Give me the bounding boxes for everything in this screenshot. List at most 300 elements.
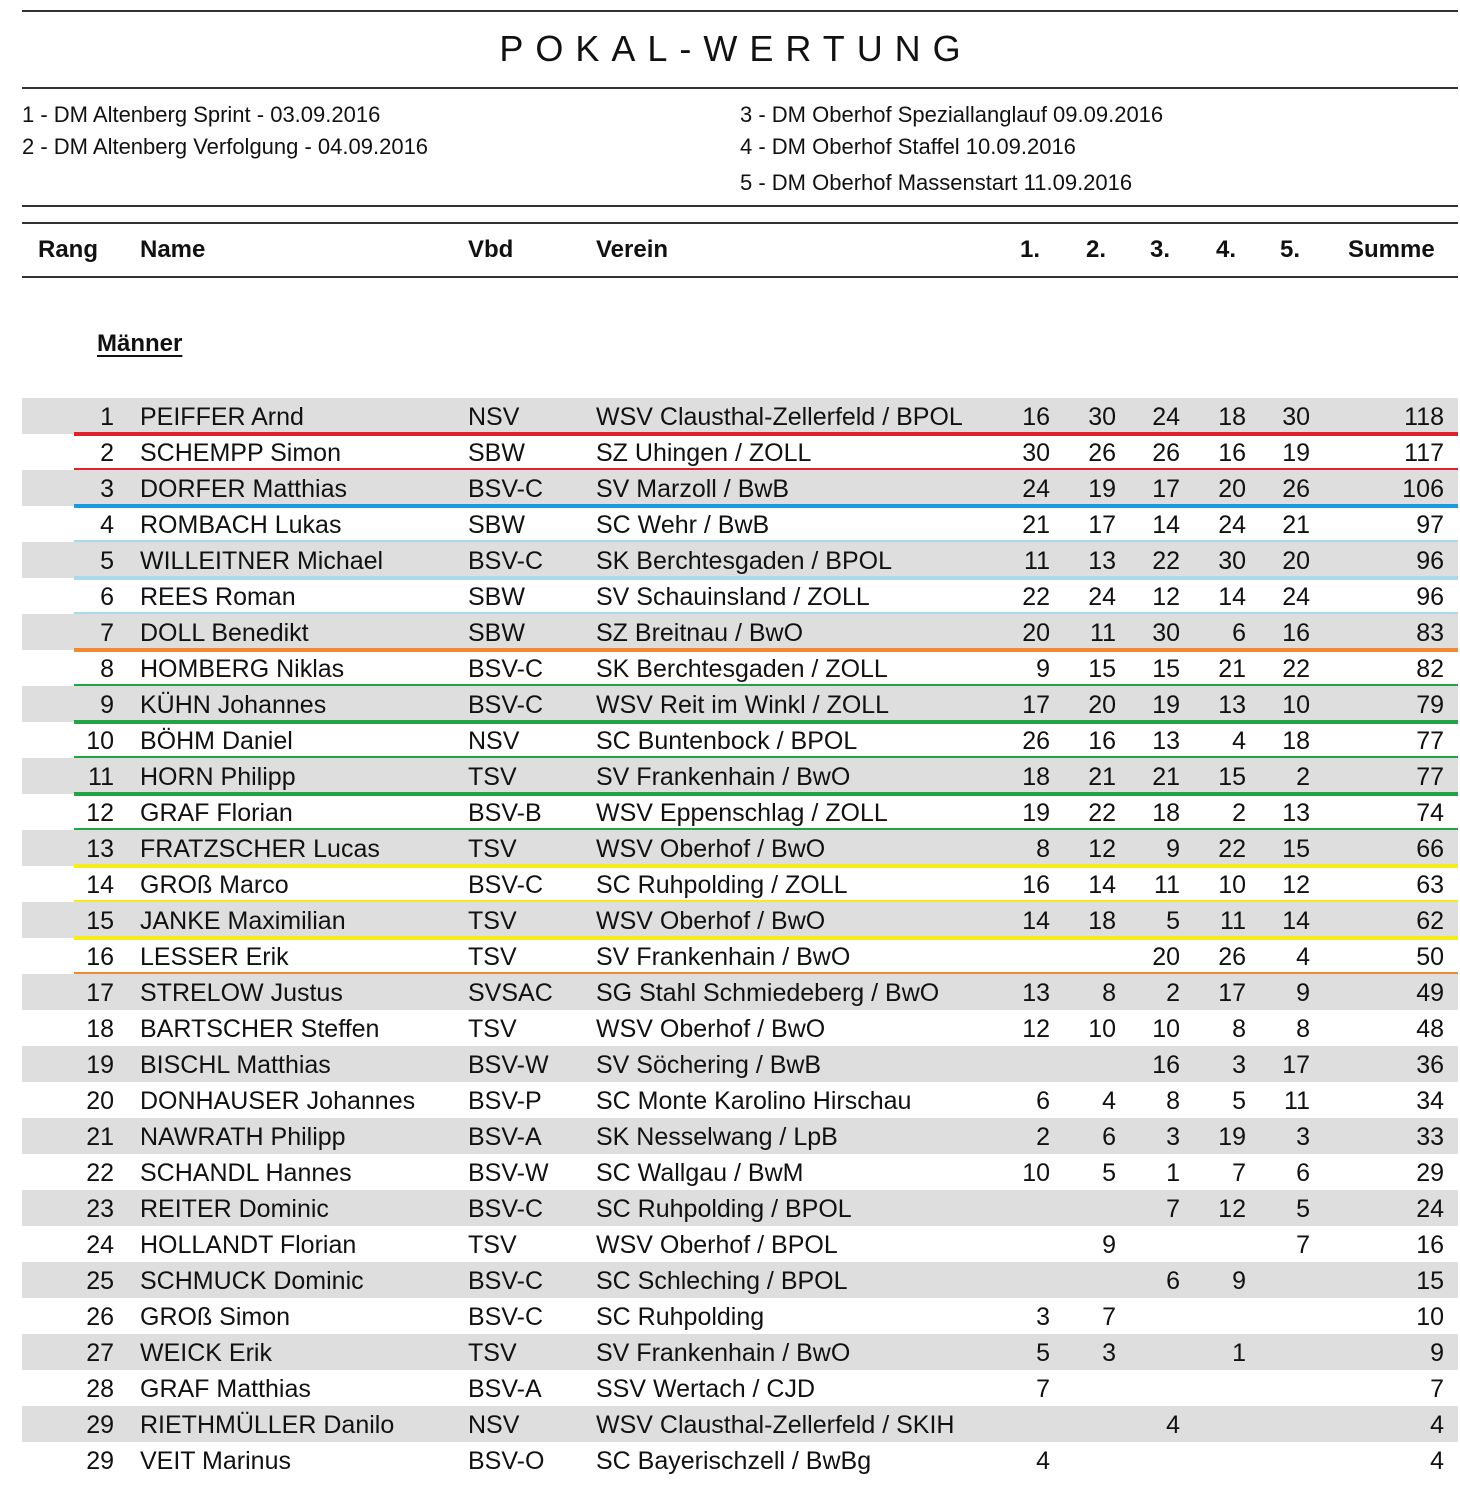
table-row — [22, 686, 1458, 722]
section-heading: Männer — [97, 330, 183, 357]
rank-cell: 4 — [100, 511, 114, 539]
vbd-cell: BSV-P — [468, 1087, 542, 1115]
score-1-cell: 8 — [1036, 835, 1050, 863]
summe-cell: 34 — [1416, 1087, 1444, 1115]
score-4-cell: 12 — [1218, 1195, 1246, 1223]
verein-cell: SC Schleching / BPOL — [596, 1267, 848, 1295]
table-row — [22, 1262, 1458, 1298]
rank-cell: 9 — [100, 691, 114, 719]
score-5-cell: 18 — [1282, 727, 1310, 755]
score-2-cell: 13 — [1088, 547, 1116, 575]
name-cell: SCHEMPP Simon — [140, 439, 341, 467]
score-4-cell: 10 — [1218, 871, 1246, 899]
score-4-cell: 21 — [1218, 655, 1246, 683]
top-rule — [22, 10, 1458, 12]
rank-cell: 28 — [86, 1375, 114, 1403]
table-row — [22, 758, 1458, 794]
score-3-cell: 7 — [1166, 1195, 1180, 1223]
table-row — [22, 506, 1458, 542]
verein-cell: SC Bayerischzell / BwBg — [596, 1447, 872, 1475]
table-row — [22, 1226, 1458, 1262]
score-1-cell: 24 — [1022, 475, 1050, 503]
rank-cell: 14 — [86, 871, 114, 899]
score-4-cell: 14 — [1218, 583, 1246, 611]
table-row — [22, 1334, 1458, 1370]
summe-cell: 7 — [1430, 1375, 1444, 1403]
name-cell: BÖHM Daniel — [140, 727, 293, 755]
name-cell: WEICK Erik — [140, 1339, 272, 1367]
score-5-cell: 11 — [1284, 1087, 1310, 1115]
summe-cell: 96 — [1416, 583, 1444, 611]
summe-cell: 9 — [1430, 1339, 1444, 1367]
summe-cell: 117 — [1404, 439, 1444, 467]
rank-cell: 21 — [86, 1123, 114, 1151]
score-1-cell: 20 — [1022, 619, 1050, 647]
verein-cell: SZ Breitnau / BwO — [596, 619, 804, 647]
rank-cell: 2 — [100, 439, 114, 467]
verein-cell: WSV Oberhof / BwO — [596, 907, 826, 935]
summe-cell: 82 — [1416, 655, 1444, 683]
table-row — [22, 722, 1458, 758]
event-2: 2 - DM Altenberg Verfolgung - 04.09.2016 — [22, 134, 429, 159]
table-row — [22, 434, 1458, 470]
col-header-name: Name — [140, 236, 206, 263]
score-3-cell: 2 — [1166, 979, 1180, 1007]
name-cell: PEIFFER Arnd — [140, 403, 304, 431]
name-cell: LESSER Erik — [140, 943, 289, 971]
score-4-cell: 2 — [1232, 799, 1246, 827]
table-row — [22, 1154, 1458, 1190]
table-row — [22, 830, 1458, 866]
score-1-cell: 2 — [1036, 1123, 1050, 1151]
score-4-cell: 22 — [1218, 835, 1246, 863]
rank-cell: 1 — [100, 403, 114, 431]
vbd-cell: BSV-C — [468, 547, 544, 575]
rank-cell: 10 — [86, 727, 114, 755]
table-row — [22, 902, 1458, 938]
score-4-cell: 16 — [1218, 439, 1246, 467]
title-rule — [22, 87, 1458, 89]
score-1-cell: 3 — [1036, 1303, 1050, 1331]
vbd-cell: BSV-O — [468, 1447, 545, 1475]
verein-cell: SG Stahl Schmiedeberg / BwO — [596, 979, 940, 1007]
rank-cell: 29 — [86, 1411, 114, 1439]
name-cell: NAWRATH Philipp — [140, 1123, 346, 1151]
score-2-cell: 14 — [1088, 871, 1116, 899]
rank-cell: 24 — [86, 1231, 114, 1259]
name-cell: WILLEITNER Michael — [140, 547, 384, 575]
vbd-cell: NSV — [468, 1411, 520, 1439]
score-3-cell: 12 — [1152, 583, 1180, 611]
score-2-cell: 11 — [1090, 619, 1116, 647]
score-1-cell: 5 — [1036, 1339, 1050, 1367]
table-row — [22, 614, 1458, 650]
score-1-cell: 7 — [1036, 1375, 1050, 1403]
score-5-cell: 22 — [1282, 655, 1310, 683]
vbd-cell: NSV — [468, 727, 520, 755]
results-table — [22, 398, 1458, 1478]
score-1-cell: 30 — [1022, 439, 1050, 467]
verein-cell: WSV Oberhof / BwO — [596, 1015, 826, 1043]
summe-cell: 83 — [1416, 619, 1444, 647]
name-cell: REES Roman — [140, 583, 296, 611]
score-5-cell: 17 — [1282, 1051, 1310, 1079]
score-3-cell: 18 — [1152, 799, 1180, 827]
table-row — [22, 866, 1458, 902]
verein-cell: SV Frankenhain / BwO — [596, 1339, 851, 1367]
col-header-5: 5. — [1280, 236, 1301, 263]
verein-cell: WSV Oberhof / BPOL — [596, 1231, 838, 1259]
summe-cell: 79 — [1416, 691, 1444, 719]
col-header-summe: Summe — [1348, 236, 1435, 263]
vbd-cell: TSV — [468, 943, 517, 971]
col-header-2: 2. — [1086, 236, 1107, 263]
table-row — [22, 938, 1458, 974]
vbd-cell: SBW — [468, 511, 525, 539]
table-row — [22, 1046, 1458, 1082]
summe-cell: 74 — [1416, 799, 1444, 827]
score-3-cell: 6 — [1166, 1267, 1180, 1295]
col-header-1: 1. — [1020, 236, 1041, 263]
table-row — [22, 1082, 1458, 1118]
score-2-cell: 15 — [1088, 655, 1116, 683]
rank-cell: 5 — [100, 547, 114, 575]
summe-cell: 63 — [1416, 871, 1444, 899]
summe-cell: 50 — [1416, 943, 1444, 971]
score-3-cell: 22 — [1152, 547, 1180, 575]
score-3-cell: 26 — [1152, 439, 1180, 467]
summe-cell: 36 — [1416, 1051, 1444, 1079]
score-2-cell: 22 — [1088, 799, 1116, 827]
rank-cell: 18 — [86, 1015, 114, 1043]
rank-cell: 27 — [86, 1339, 114, 1367]
score-3-cell: 24 — [1152, 403, 1180, 431]
vbd-cell: BSV-C — [468, 871, 544, 899]
rank-cell: 12 — [86, 799, 114, 827]
score-5-cell: 24 — [1282, 583, 1310, 611]
score-5-cell: 4 — [1296, 943, 1310, 971]
table-row — [22, 650, 1458, 686]
summe-cell: 4 — [1430, 1447, 1444, 1475]
summe-cell: 4 — [1430, 1411, 1444, 1439]
table-row — [22, 1370, 1458, 1406]
score-5-cell: 21 — [1282, 511, 1310, 539]
table-row — [22, 398, 1458, 434]
col-header-vbd: Vbd — [468, 236, 514, 263]
score-1-cell: 6 — [1036, 1087, 1050, 1115]
score-1-cell: 11 — [1024, 547, 1050, 575]
score-5-cell: 14 — [1282, 907, 1310, 935]
table-row — [22, 1010, 1458, 1046]
score-4-cell: 5 — [1232, 1087, 1246, 1115]
score-5-cell: 2 — [1296, 763, 1310, 791]
table-row — [22, 974, 1458, 1010]
score-4-cell: 6 — [1232, 619, 1246, 647]
rank-cell: 15 — [86, 907, 114, 935]
score-2-cell: 19 — [1088, 475, 1116, 503]
score-5-cell: 9 — [1296, 979, 1310, 1007]
col-header-4: 4. — [1216, 236, 1237, 263]
score-3-cell: 4 — [1166, 1411, 1180, 1439]
score-4-cell: 19 — [1218, 1123, 1246, 1151]
summe-cell: 77 — [1416, 763, 1444, 791]
score-4-cell: 24 — [1218, 511, 1246, 539]
score-3-cell: 1 — [1166, 1159, 1180, 1187]
table-row — [22, 1190, 1458, 1226]
score-4-cell: 7 — [1232, 1159, 1246, 1187]
verein-cell: SC Ruhpolding / ZOLL — [596, 871, 848, 899]
score-4-cell: 13 — [1218, 691, 1246, 719]
page-title: POKAL-WERTUNG — [499, 28, 973, 69]
table-row — [22, 578, 1458, 614]
vbd-cell: BSV-C — [468, 691, 544, 719]
score-3-cell: 3 — [1166, 1123, 1180, 1151]
vbd-cell: SBW — [468, 619, 525, 647]
vbd-cell: BSV-C — [468, 1195, 544, 1223]
score-5-cell: 3 — [1296, 1123, 1310, 1151]
rank-cell: 23 — [86, 1195, 114, 1223]
name-cell: VEIT Marinus — [140, 1447, 291, 1475]
rank-cell: 20 — [86, 1087, 114, 1115]
vbd-cell: BSV-C — [468, 1267, 544, 1295]
name-cell: BARTSCHER Steffen — [140, 1015, 380, 1043]
rank-cell: 13 — [86, 835, 114, 863]
score-5-cell: 12 — [1282, 871, 1310, 899]
score-3-cell: 15 — [1152, 655, 1180, 683]
score-1-cell: 16 — [1022, 871, 1050, 899]
summe-cell: 33 — [1416, 1123, 1444, 1151]
verein-cell: SK Berchtesgaden / BPOL — [596, 547, 893, 575]
score-4-cell: 9 — [1232, 1267, 1246, 1295]
vbd-cell: BSV-W — [468, 1159, 549, 1187]
score-2-cell: 4 — [1102, 1087, 1116, 1115]
name-cell: GRAF Florian — [140, 799, 293, 827]
score-2-cell: 24 — [1088, 583, 1116, 611]
summe-cell: 77 — [1416, 727, 1444, 755]
score-4-cell: 15 — [1218, 763, 1246, 791]
score-5-cell: 20 — [1282, 547, 1310, 575]
verein-cell: SZ Uhingen / ZOLL — [596, 439, 812, 467]
score-3-cell: 16 — [1152, 1051, 1180, 1079]
score-3-cell: 14 — [1152, 511, 1180, 539]
vbd-cell: BSV-A — [468, 1375, 542, 1403]
name-cell: GROß Simon — [140, 1303, 291, 1331]
name-cell: ROMBACH Lukas — [140, 511, 342, 539]
verein-cell: WSV Clausthal-Zellerfeld / BPOL — [596, 403, 963, 431]
score-3-cell: 21 — [1152, 763, 1180, 791]
score-1-cell: 13 — [1022, 979, 1050, 1007]
score-3-cell: 20 — [1152, 943, 1180, 971]
verein-cell: SV Frankenhain / BwO — [596, 763, 851, 791]
summe-cell: 16 — [1416, 1231, 1444, 1259]
vbd-cell: TSV — [468, 907, 517, 935]
vbd-cell: TSV — [468, 1339, 517, 1367]
vbd-cell: TSV — [468, 1231, 517, 1259]
name-cell: HOLLANDT Florian — [140, 1231, 357, 1259]
score-3-cell: 8 — [1166, 1087, 1180, 1115]
score-2-cell: 7 — [1102, 1303, 1116, 1331]
verein-cell: SC Monte Karolino Hirschau — [596, 1087, 912, 1115]
table-row — [22, 1442, 1458, 1478]
score-4-cell: 17 — [1218, 979, 1246, 1007]
score-5-cell: 7 — [1296, 1231, 1310, 1259]
score-3-cell: 30 — [1152, 619, 1180, 647]
vbd-cell: BSV-A — [468, 1123, 542, 1151]
score-5-cell: 5 — [1296, 1195, 1310, 1223]
score-2-cell: 6 — [1102, 1123, 1116, 1151]
score-1-cell: 12 — [1022, 1015, 1050, 1043]
verein-cell: SK Berchtesgaden / ZOLL — [596, 655, 888, 683]
rank-cell: 7 — [100, 619, 114, 647]
score-1-cell: 18 — [1022, 763, 1050, 791]
score-2-cell: 30 — [1088, 403, 1116, 431]
score-2-cell: 9 — [1102, 1231, 1116, 1259]
name-cell: KÜHN Johannes — [140, 691, 327, 719]
score-4-cell: 3 — [1232, 1051, 1246, 1079]
vbd-cell: BSV-C — [468, 475, 544, 503]
rank-cell: 25 — [86, 1267, 114, 1295]
summe-cell: 62 — [1416, 907, 1444, 935]
verein-cell: SC Wallgau / BwM — [596, 1159, 804, 1187]
rank-cell: 22 — [86, 1159, 114, 1187]
score-2-cell: 12 — [1088, 835, 1116, 863]
rank-cell: 19 — [86, 1051, 114, 1079]
vbd-cell: BSV-B — [468, 799, 542, 827]
summe-cell: 29 — [1416, 1159, 1444, 1187]
score-4-cell: 8 — [1232, 1015, 1246, 1043]
score-4-cell: 18 — [1218, 403, 1246, 431]
name-cell: SCHMUCK Dominic — [140, 1267, 364, 1295]
vbd-cell: BSV-C — [468, 655, 544, 683]
name-cell: BISCHL Matthias — [140, 1051, 331, 1079]
score-2-cell: 18 — [1088, 907, 1116, 935]
score-2-cell: 10 — [1088, 1015, 1116, 1043]
score-5-cell: 16 — [1282, 619, 1310, 647]
score-4-cell: 4 — [1232, 727, 1246, 755]
score-4-cell: 11 — [1220, 907, 1246, 935]
verein-cell: SV Söchering / BwB — [596, 1051, 822, 1079]
score-4-cell: 1 — [1232, 1339, 1246, 1367]
name-cell: FRATZSCHER Lucas — [140, 835, 380, 863]
verein-cell: WSV Oberhof / BwO — [596, 835, 826, 863]
summe-cell: 10 — [1416, 1303, 1444, 1331]
name-cell: JANKE Maximilian — [140, 907, 346, 935]
score-3-cell: 17 — [1152, 475, 1180, 503]
score-3-cell: 11 — [1154, 871, 1180, 899]
score-1-cell: 16 — [1022, 403, 1050, 431]
header-top-rule-2 — [22, 222, 1458, 224]
rank-cell: 11 — [88, 763, 114, 791]
col-header-verein: Verein — [596, 236, 669, 263]
score-3-cell: 9 — [1166, 835, 1180, 863]
summe-cell: 48 — [1416, 1015, 1444, 1043]
rank-cell: 3 — [100, 475, 114, 503]
verein-cell: SV Frankenhain / BwO — [596, 943, 851, 971]
vbd-cell: BSV-W — [468, 1051, 549, 1079]
score-2-cell: 3 — [1102, 1339, 1116, 1367]
rank-cell: 16 — [86, 943, 114, 971]
score-5-cell: 13 — [1282, 799, 1310, 827]
event-4: 4 - DM Oberhof Staffel 10.09.2016 — [740, 134, 1076, 159]
name-cell: GRAF Matthias — [140, 1375, 311, 1403]
summe-cell: 24 — [1416, 1195, 1444, 1223]
name-cell: GROß Marco — [140, 871, 289, 899]
score-5-cell: 15 — [1282, 835, 1310, 863]
rank-cell: 6 — [100, 583, 114, 611]
vbd-cell: TSV — [468, 1015, 517, 1043]
rank-cell: 26 — [86, 1303, 114, 1331]
name-cell: DONHAUSER Johannes — [140, 1087, 416, 1115]
name-cell: STRELOW Justus — [140, 979, 343, 1007]
score-3-cell: 10 — [1152, 1015, 1180, 1043]
verein-cell: SC Ruhpolding — [596, 1303, 765, 1331]
event-5: 5 - DM Oberhof Massenstart 11.09.2016 — [740, 170, 1133, 195]
table-row — [22, 794, 1458, 830]
table-row — [22, 470, 1458, 506]
name-cell: DORFER Matthias — [140, 475, 347, 503]
table-row — [22, 1298, 1458, 1334]
score-1-cell: 4 — [1036, 1447, 1050, 1475]
name-cell: HORN Philipp — [140, 763, 296, 791]
name-cell: HOMBERG Niklas — [140, 655, 345, 683]
score-5-cell: 8 — [1296, 1015, 1310, 1043]
score-1-cell: 19 — [1022, 799, 1050, 827]
vbd-cell: TSV — [468, 835, 517, 863]
summe-cell: 96 — [1416, 547, 1444, 575]
verein-cell: SC Buntenbock / BPOL — [596, 727, 858, 755]
header-bottom-rule — [22, 276, 1458, 278]
score-5-cell: 6 — [1296, 1159, 1310, 1187]
verein-cell: WSV Reit im Winkl / ZOLL — [596, 691, 890, 719]
score-3-cell: 5 — [1166, 907, 1180, 935]
name-cell: REITER Dominic — [140, 1195, 329, 1223]
verein-cell: SK Nesselwang / LpB — [596, 1123, 838, 1151]
score-1-cell: 14 — [1022, 907, 1050, 935]
header-top-rule — [22, 205, 1458, 207]
score-2-cell: 20 — [1088, 691, 1116, 719]
verein-cell: WSV Eppenschlag / ZOLL — [596, 799, 888, 827]
score-1-cell: 22 — [1022, 583, 1050, 611]
score-4-cell: 20 — [1218, 475, 1246, 503]
summe-cell: 66 — [1416, 835, 1444, 863]
score-5-cell: 30 — [1282, 403, 1310, 431]
event-3: 3 - DM Oberhof Speziallanglauf 09.09.2016 — [740, 102, 1164, 127]
name-cell: DOLL Benedikt — [140, 619, 309, 647]
verein-cell: SV Schauinsland / ZOLL — [596, 583, 870, 611]
score-2-cell: 16 — [1088, 727, 1116, 755]
col-header-3: 3. — [1150, 236, 1171, 263]
verein-cell: SV Marzoll / BwB — [596, 475, 790, 503]
rank-cell: 8 — [100, 655, 114, 683]
score-5-cell: 26 — [1282, 475, 1310, 503]
rank-cell: 17 — [86, 979, 114, 1007]
score-1-cell: 10 — [1022, 1159, 1050, 1187]
table-row — [22, 1118, 1458, 1154]
name-cell: SCHANDL Hannes — [140, 1159, 352, 1187]
score-1-cell: 17 — [1022, 691, 1050, 719]
summe-cell: 106 — [1402, 475, 1444, 503]
vbd-cell: SBW — [468, 583, 525, 611]
name-cell: RIETHMÜLLER Danilo — [140, 1411, 395, 1439]
col-header-rang: Rang — [38, 236, 98, 263]
score-4-cell: 30 — [1218, 547, 1246, 575]
score-2-cell: 21 — [1088, 763, 1116, 791]
score-5-cell: 10 — [1282, 691, 1310, 719]
table-row — [22, 1406, 1458, 1442]
rank-cell: 29 — [86, 1447, 114, 1475]
score-1-cell: 26 — [1022, 727, 1050, 755]
event-1: 1 - DM Altenberg Sprint - 03.09.2016 — [22, 102, 381, 127]
